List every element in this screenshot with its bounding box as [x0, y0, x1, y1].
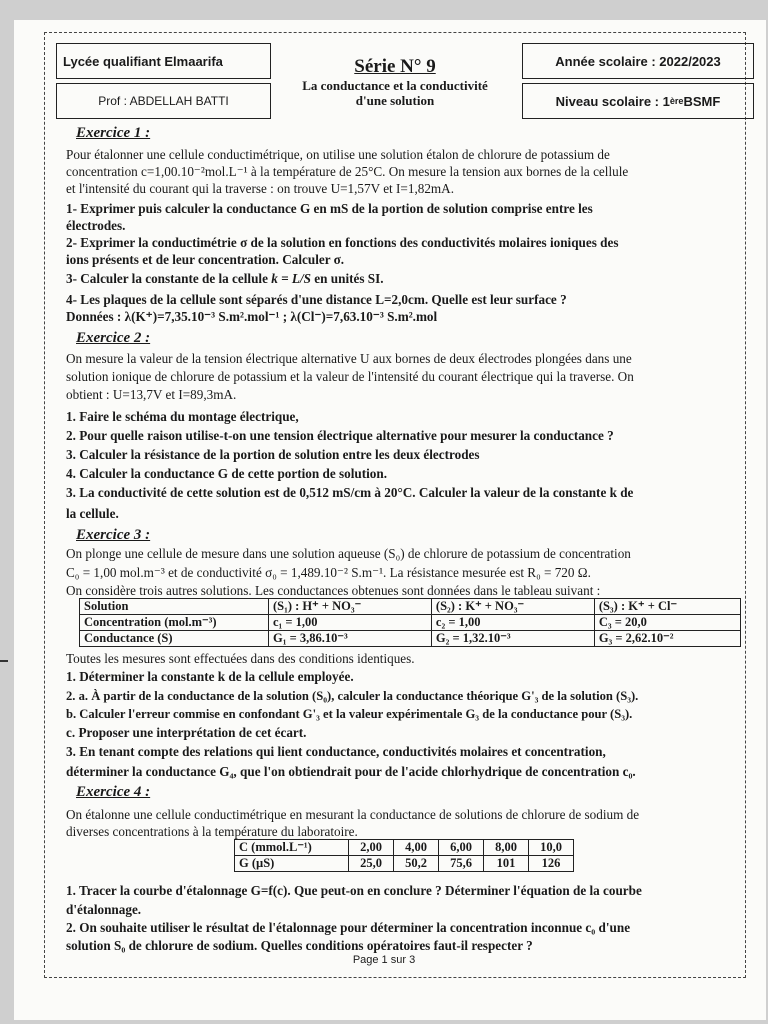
- exercise-2-q4: 4. Calculer la conductance G de cette portion de solution.: [66, 466, 387, 481]
- page-number: Page 1 sur 3: [352, 954, 416, 966]
- table-row: G (µS) 25,0 50,2 75,6 101 126: [235, 856, 574, 872]
- exercise-4-q1-a: 1. Tracer la courbe d'étalonnage G=f(c). Que peut-on en conclure ? Déterminer l'équation de la courbe: [66, 883, 642, 898]
- binder-mark: [0, 660, 8, 662]
- exercise-1-q2-b: ions présents et de leur concentration. Calculer σ.: [66, 252, 345, 267]
- exercise-1-intro-2: concentration c=1,00.10⁻²mol.L⁻¹ à la température de 25°C. On mesure la tension aux bornes de la cellule: [66, 164, 629, 179]
- exercise-1-intro-3: et l'intensité du courant qui la traverse : on trouve U=1,57V et I=1,82mA.: [66, 181, 455, 196]
- exercise-3-intro-2: C₀ = 1,00 mol.m⁻³ et de conductivité σ₀ = 1,489.10⁻² S.m⁻¹. La résistance mesurée est R₀ = 720 Ω.: [66, 565, 591, 580]
- table-row: Concentration (mol.m⁻³) c₁ = 1,00 c₂ = 1,00 C₃ = 20,0: [80, 615, 741, 631]
- table-row: Solution (S₁) : H⁺ + NO₃⁻ (S₂) : K⁺ + NO₃⁻ (S₃) : K⁺ + Cl⁻: [80, 599, 741, 615]
- table-row: C (mmol.L⁻¹) 2,00 4,00 6,00 8,00 10,0: [235, 840, 574, 856]
- exercise-2-q1: 1. Faire le schéma du montage électrique,: [66, 409, 299, 424]
- exercise-3-q3-a: 3. En tenant compte des relations qui lient conductance, conductivités molaires et concentration,: [66, 744, 606, 759]
- series-number: Série N° 9: [354, 56, 436, 77]
- teacher-name: Prof : ABDELLAH BATTI: [56, 83, 271, 119]
- exercise-4-q2-a: 2. On souhaite utiliser le résultat de l'étalonnage pour déterminer la concentration inconnue c₀ d'une: [66, 920, 631, 935]
- school-name: Lycée qualifiant Elmaarifa: [56, 43, 271, 79]
- exercise-3-intro-1: On plonge une cellule de mesure dans une solution aqueuse (S₀) de chlorure de potassium de concentration: [66, 546, 631, 561]
- subject-line-2: d'une solution: [355, 93, 435, 108]
- subject-line-1: La conductance et la conductivité: [302, 78, 488, 93]
- calibration-table: [234, 839, 574, 872]
- exercise-3-note: Toutes les mesures sont effectuées dans des conditions identiques.: [66, 651, 415, 666]
- exercise-2-title: Exercice 2 :: [76, 330, 151, 346]
- school-level: Niveau scolaire : 1 ère BSMF: [522, 83, 754, 119]
- exercise-4-intro-2: diverses concentrations à la température du laboratoire.: [66, 824, 358, 839]
- exercise-3-q3-b: déterminer la conductance G₄, que l'on obtiendrait pour de l'acide chlorhydrique de concentration c₀.: [66, 764, 636, 779]
- exercise-3-q2-b: b. Calculer l'erreur commise en confondant G'₃ et la valeur expérimentale G₃ de la conductance pour (S₃).: [66, 707, 633, 721]
- school-year: Année scolaire : 2022/2023: [522, 43, 754, 79]
- exercise-4-title: Exercice 4 :: [76, 784, 151, 800]
- exercise-3-q1: 1. Déterminer la constante k de la cellule employée.: [66, 669, 354, 684]
- exercise-4-intro-1: On étalonne une cellule conductimétrique en mesurant la conductance de solutions de chlorure de sodium de: [66, 807, 640, 822]
- exercise-3-q2-c: c. Proposer une interprétation de cet écart.: [66, 725, 307, 740]
- exercise-1-q3: 3- Calculer la constante de la cellule k = L/S en unités SI.: [66, 271, 384, 286]
- exercise-2-intro-3: obtient : U=13,7V et I=89,3mA.: [66, 387, 237, 402]
- exercise-4-q1-b: d'étalonnage.: [66, 902, 142, 917]
- exercise-3-intro-3: On considère trois autres solutions. Les conductances obtenues sont données dans le tableau suivant :: [66, 583, 601, 598]
- exercise-1-intro-1: Pour étalonner une cellule conductimétrique, on utilise une solution étalon de chlorure de potassium de: [66, 147, 610, 162]
- exercise-1-title: Exercice 1 :: [76, 125, 151, 141]
- exercise-4-q2-b: solution S₀ de chlorure de sodium. Quelles conditions opératoires faut-il respecter ?: [66, 938, 533, 953]
- cell-constant-formula: k = L/S: [271, 271, 311, 286]
- header: [56, 43, 754, 121]
- exercise-1-q1-a: 1- Exprimer puis calculer la conductance G en mS de la portion de solution comprise entre les: [66, 201, 593, 216]
- exercise-2-q5-b: la cellule.: [66, 506, 119, 521]
- table-row: Conductance (S) G₁ = 3,86.10⁻³ G₂ = 1,32.10⁻³ G₃ = 2,62.10⁻²: [80, 631, 741, 647]
- exercise-1-q2-a: 2- Exprimer la conductimétrie σ de la solution en fonctions des conductivités molaires ioniques des: [66, 235, 619, 250]
- series-title-block: [272, 45, 518, 119]
- exercise-3-q2-a: 2. a. À partir de la conductance de la solution (S₀), calculer la conductance théorique G'₃ de la solution (S₃).: [66, 689, 639, 703]
- exercise-1-data: Données : λ(K⁺)=7,35.10⁻³ S.m².mol⁻¹ ; λ(Cl⁻)=7,63.10⁻³ S.m².mol: [66, 309, 438, 324]
- exercise-3-title: Exercice 3 :: [76, 527, 151, 543]
- exercise-2-q3: 3. Calculer la résistance de la portion de solution entre les deux électrodes: [66, 447, 480, 462]
- exercise-2-intro-1: On mesure la valeur de la tension électrique alternative U aux bornes de deux électrodes plongées dans une: [66, 351, 632, 366]
- exercise-1-q4: 4- Les plaques de la cellule sont séparés d'une distance L=2,0cm. Quelle est leur surface ?: [66, 292, 567, 307]
- exercise-1-q1-b: électrodes.: [66, 218, 126, 233]
- exercise-2-q5-a: 3. La conductivité de cette solution est de 0,512 mS/cm à 20°C. Calculer la valeur de la constante k de: [66, 485, 634, 500]
- solutions-table: [79, 598, 741, 647]
- exercise-2-intro-2: solution ionique de chlorure de potassium et la valeur de l'intensité du courant électrique qui la traverse. On: [66, 369, 634, 384]
- exercise-2-q2: 2. Pour quelle raison utilise-t-on une tension électrique alternative pour mesurer la conductance ?: [66, 428, 614, 443]
